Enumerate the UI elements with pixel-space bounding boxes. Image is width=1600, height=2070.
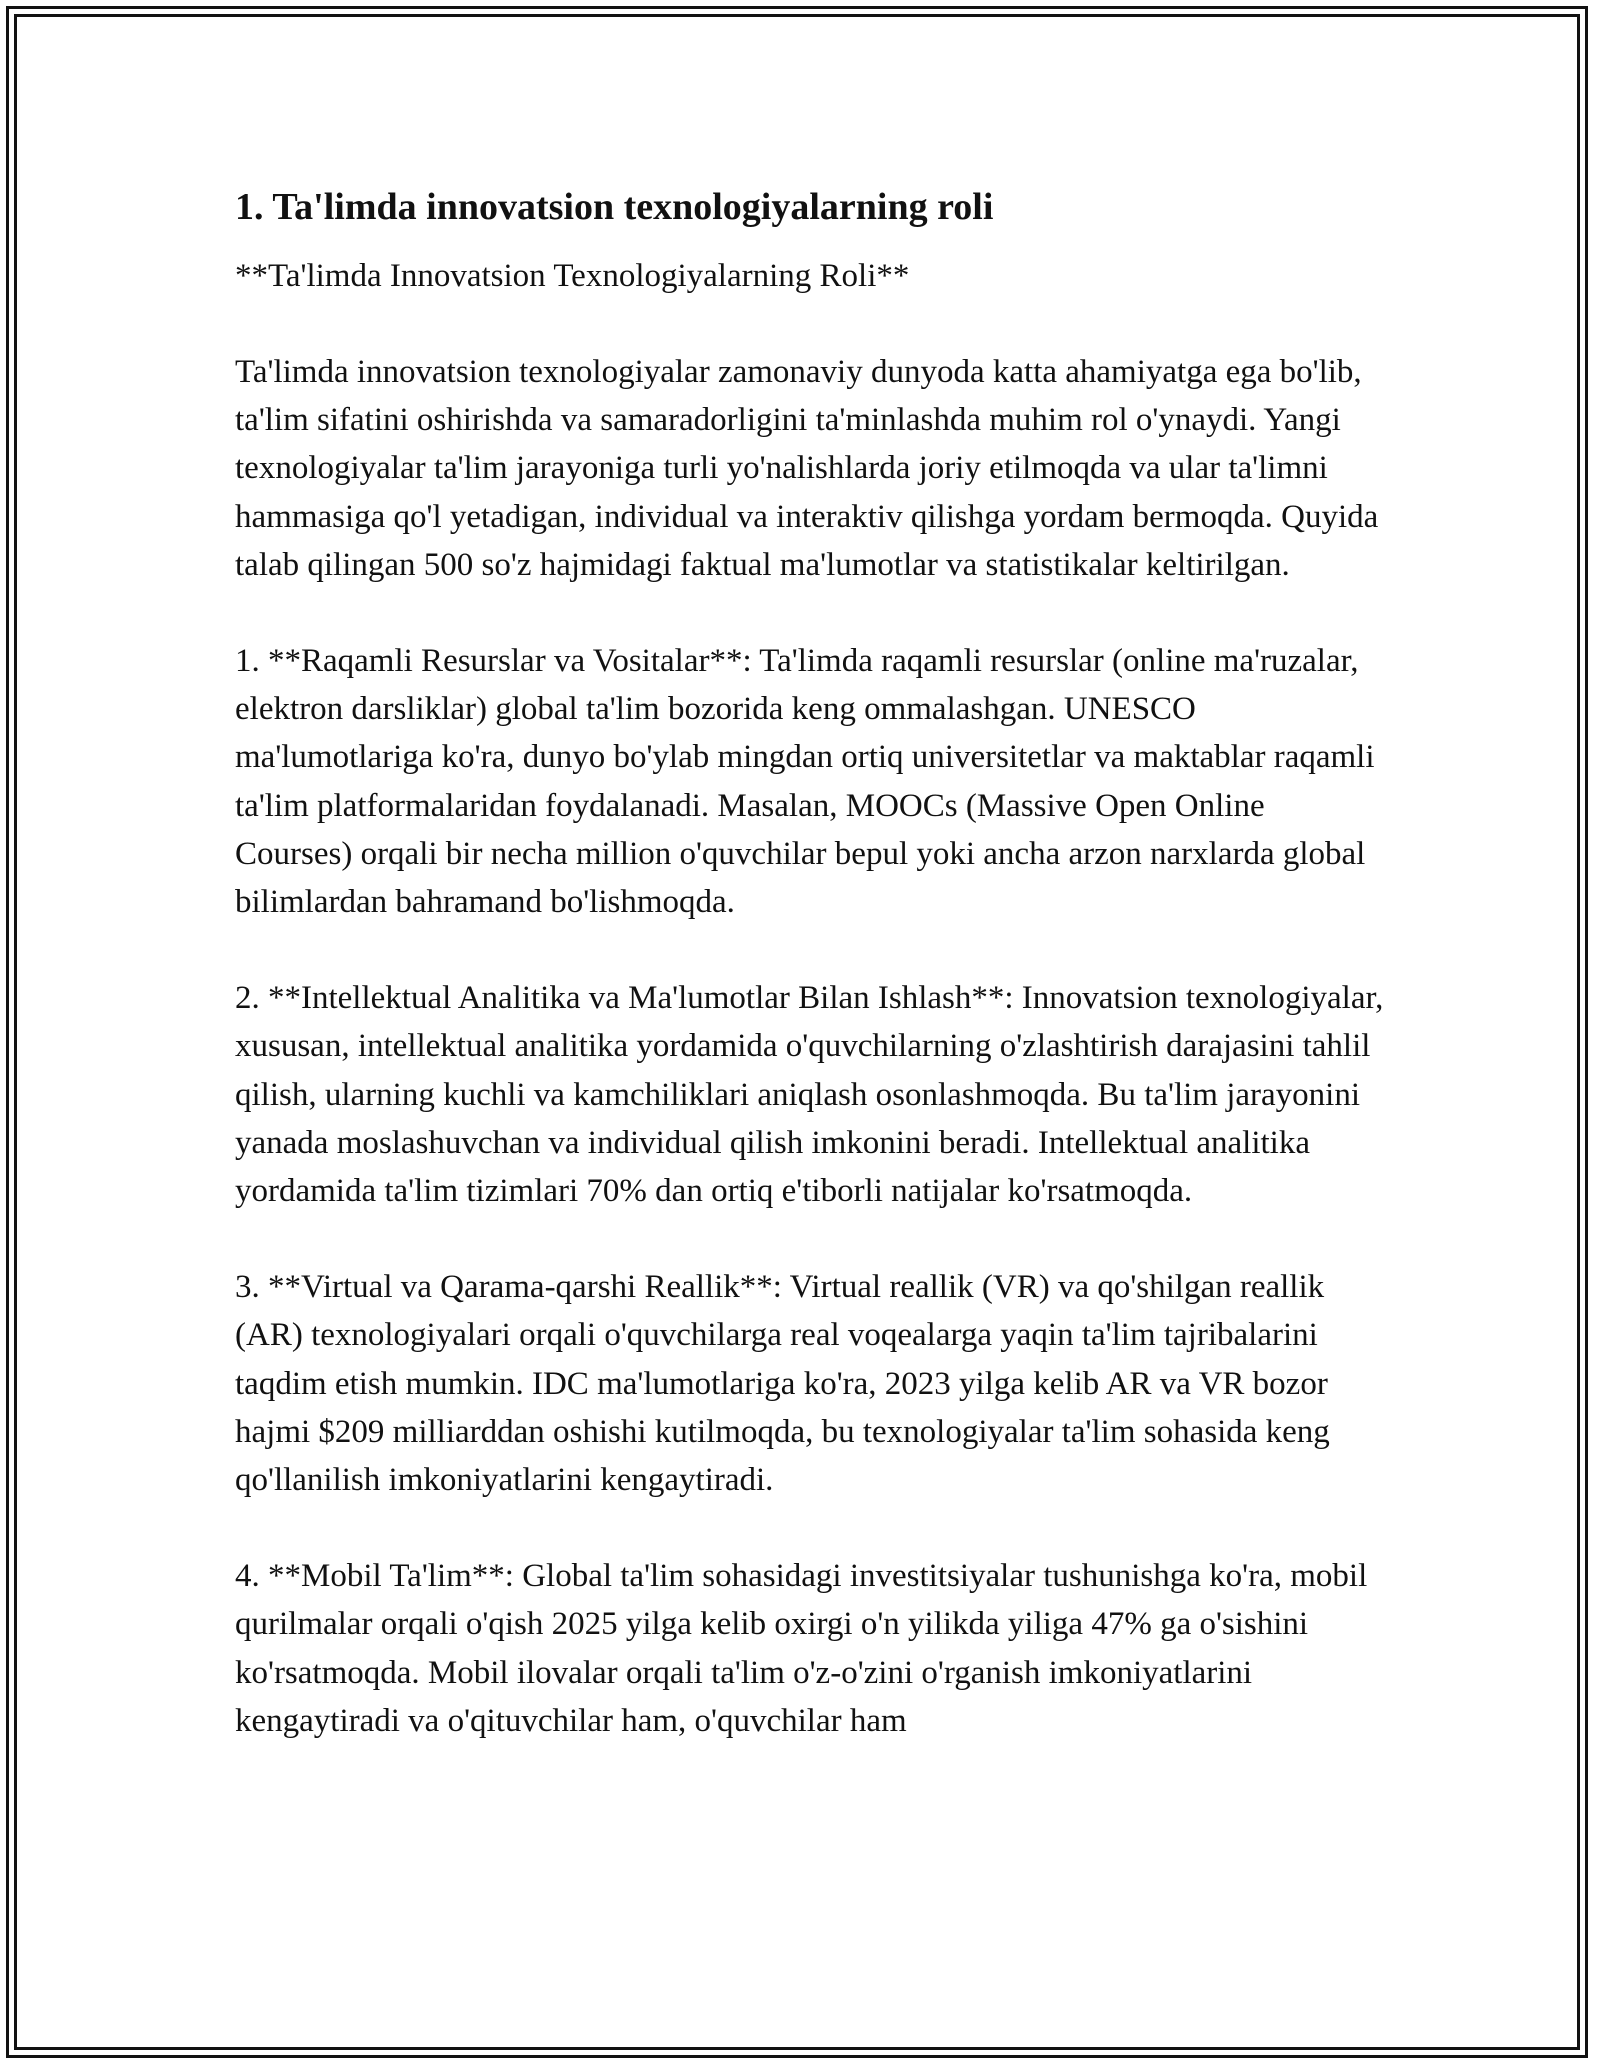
document-subtitle: **Ta'limda Innovatsion Texnologiyalarning Roli** — [235, 258, 910, 294]
paragraph-mobile-learning: 4. **Mobil Ta'lim**: Global ta'lim sohasidagi investitsiyalar tushunishga ko'ra, mobil qurilmalar orqali o'qish 2025 yilga kelib oxirgi o'n yilikda yiliga 47% ga o'sishini ko'rsatmoqda. Mobil ilovalar orqali ta'lim o'z-o'zini o'rganish imkoniyatlarini kengaytiradi va o'qituvchilar ham, o'quvchilar ham — [235, 1558, 1368, 1739]
paragraph-intellectual-analytics: 2. **Intellektual Analitika va Ma'lumotlar Bilan Ishlash**: Innovatsion texnologiyalar, xususan, intellektual analitika yordamida o'quvchilarning o'zlashtirish darajasini tahlil qilish, ularning kuchli va kamchiliklari aniqlash osonlashmoqda. Bu ta'lim jarayonini yanada moslashuvchan va individual qilish imkonini beradi. Intellektual analitika yordamida ta'lim tizimlari 70% dan ortiq e'tiborli natijalar ko'rsatmoqda. — [235, 980, 1384, 1210]
paragraph-virtual-reality: 3. **Virtual va Qarama-qarshi Reallik**: Virtual reallik (VR) va qo'shilgan reallik (AR) texnologiyalari orqali o'quvchilarga real voqealarga yaqin ta'lim tajribalarini taqdim etish mumkin. IDC ma'lumotlariga ko'ra, 2023 yilga kelib AR va VR bozor hajmi $209 milliarddan oshishi kutilmoqda, bu texnologiyalar ta'lim sohasida keng qo'llanilish imkoniyatlarini kengaytiradi. — [235, 1269, 1330, 1499]
paragraph-digital-resources: 1. **Raqamli Resurslar va Vositalar**: Ta'limda raqamli resurslar (online ma'ruzalar, elektron darsliklar) global ta'lim bozorida keng ommalashgan. UNESCO ma'lumotlariga ko'ra, dunyo bo'ylab mingdan ortiq universitetlar va maktablar raqamli ta'lim platformalaridan foydalanadi. Masalan, MOOCs (Massive Open Online Courses) orqali bir necha million o'quvchilar bepul yoki ancha arzon narxlarda global bilimlardan bahramand bo'lishmoqda. — [235, 643, 1375, 921]
document-body — [235, 184, 1385, 1793]
document-title: 1. Ta'limda innovatsion texnologiyalarning roli — [235, 186, 994, 228]
paragraph-intro: Ta'limda innovatsion texnologiyalar zamonaviy dunyoda katta ahamiyatga ega bo'lib, ta'lim sifatini oshirishda va samaradorligini ta'minlashda muhim rol o'ynaydi. Yangi texnologiyalar ta'lim jarayoniga turli yo'nalishlarda joriy etilmoqda va ular ta'limni hammasiga qo'l yetadigan, individual va interaktiv qilishga yordam bermoqda. Quyida talab qilingan 500 so'z hajmidagi faktual ma'lumotlar va statistikalar keltirilgan. — [235, 354, 1379, 583]
